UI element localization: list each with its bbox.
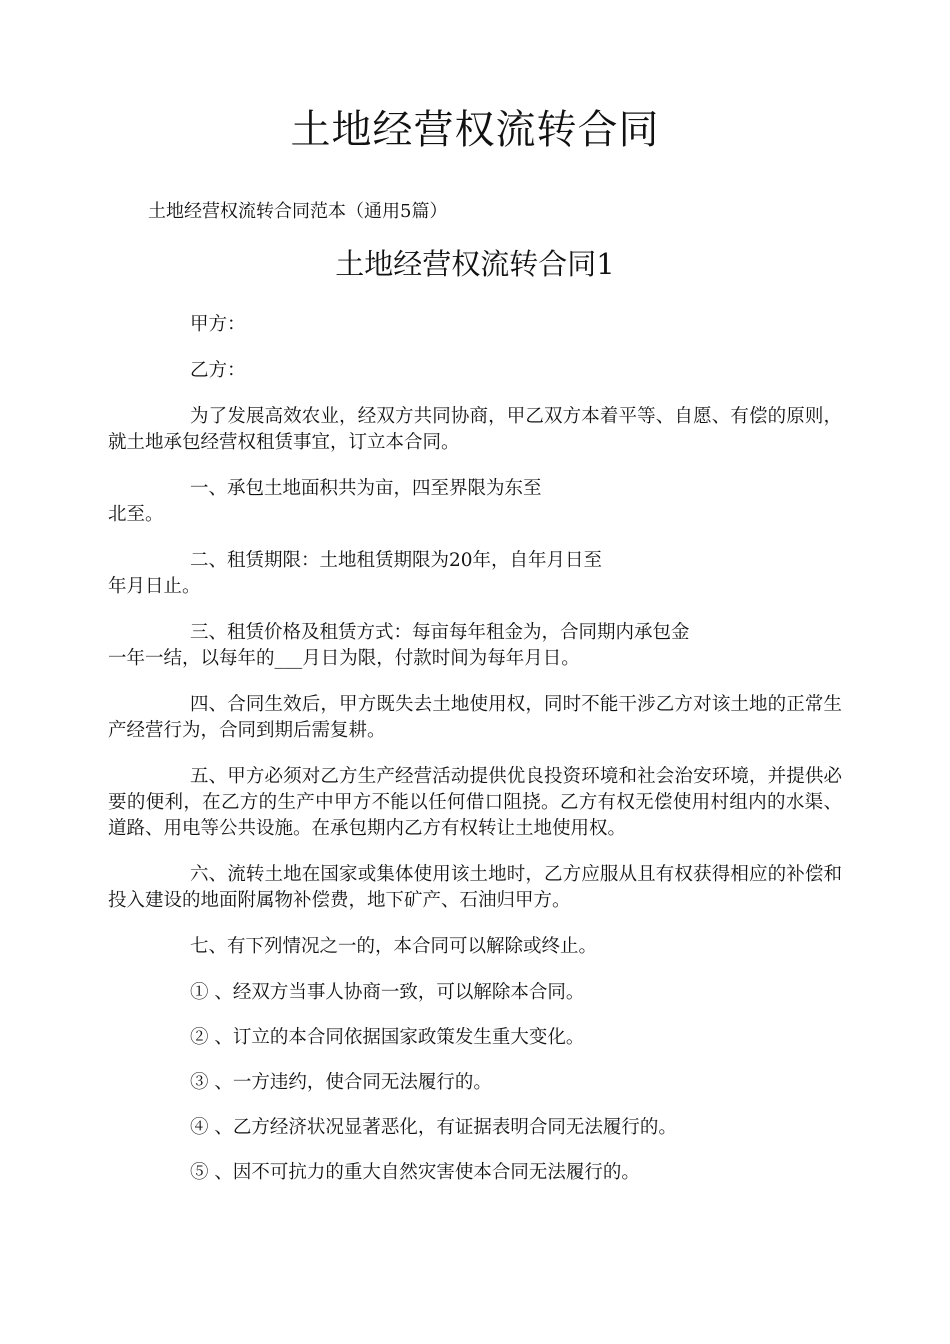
clause-2-line-2: 年月日止。 xyxy=(108,576,201,597)
party-a-line: 甲方： xyxy=(190,314,246,335)
clause-3-line-2: 一年一结，以每年的___月日为限，付款时间为每年月日。 xyxy=(108,648,580,669)
list-item: ② 、订立的本合同依据国家政策发生重大变化。 xyxy=(190,1027,585,1048)
clause-2-paragraph xyxy=(108,548,842,600)
section-title: 土地经营权流转合同1 xyxy=(335,247,615,281)
clause-1-line-2: 北至。 xyxy=(108,504,164,525)
list-item: ① 、经双方当事人协商一致，可以解除本合同。 xyxy=(190,982,585,1003)
clause-4-paragraph: 四、合同生效后，甲方既失去土地使用权，同时不能干涉乙方对该土地的正常生产经营行为，合同到期后需复耕。 xyxy=(108,694,842,741)
preamble-paragraph: 为了发展高效农业，经双方共同协商，甲乙双方本着平等、自愿、有偿的原则，就土地承包经营权租赁事宜，订立本合同。 xyxy=(108,406,842,453)
clause-3-paragraph xyxy=(108,620,842,672)
clause-3-line-1: 三、租赁价格及租赁方式：每亩每年租金为，合同期内承包金 xyxy=(190,622,690,643)
list-item: ⑤ 、因不可抗力的重大自然灾害使本合同无法履行的。 xyxy=(190,1162,640,1183)
clause-6-paragraph: 六、流转土地在国家或集体使用该土地时，乙方应服从且有权获得相应的补偿和投入建设的地面附属物补偿费，地下矿产、石油归甲方。 xyxy=(108,864,842,911)
document-subtitle: 土地经营权流转合同范本（通用5篇） xyxy=(148,201,448,222)
list-item: ③ 、一方违约，使合同无法履行的。 xyxy=(190,1072,492,1093)
clause-1-line-1: 一、承包土地面积共为亩，四至界限为东至 xyxy=(190,478,542,499)
clause-5-paragraph: 五、甲方必须对乙方生产经营活动提供优良投资环境和社会治安环境，并提供必要的便利，在乙方的生产中甲方不能以任何借口阻挠。乙方有权无偿使用村组内的水渠、道路、用电等公共设施。在承包期内乙方有权转让土地使用权。 xyxy=(108,766,842,839)
party-b-line: 乙方： xyxy=(190,360,246,381)
page-title: 土地经营权流转合同 xyxy=(290,107,660,153)
clause-2-line-1: 二、租赁期限：土地租赁期限为20年，自年月日至 xyxy=(190,550,603,571)
contract-body xyxy=(108,312,842,1205)
clause-1-paragraph xyxy=(108,476,842,528)
list-item: ④ 、乙方经济状况显著恶化，有证据表明合同无法履行的。 xyxy=(190,1117,677,1138)
clause-7-paragraph: 七、有下列情况之一的，本合同可以解除或终止。 xyxy=(190,936,598,957)
